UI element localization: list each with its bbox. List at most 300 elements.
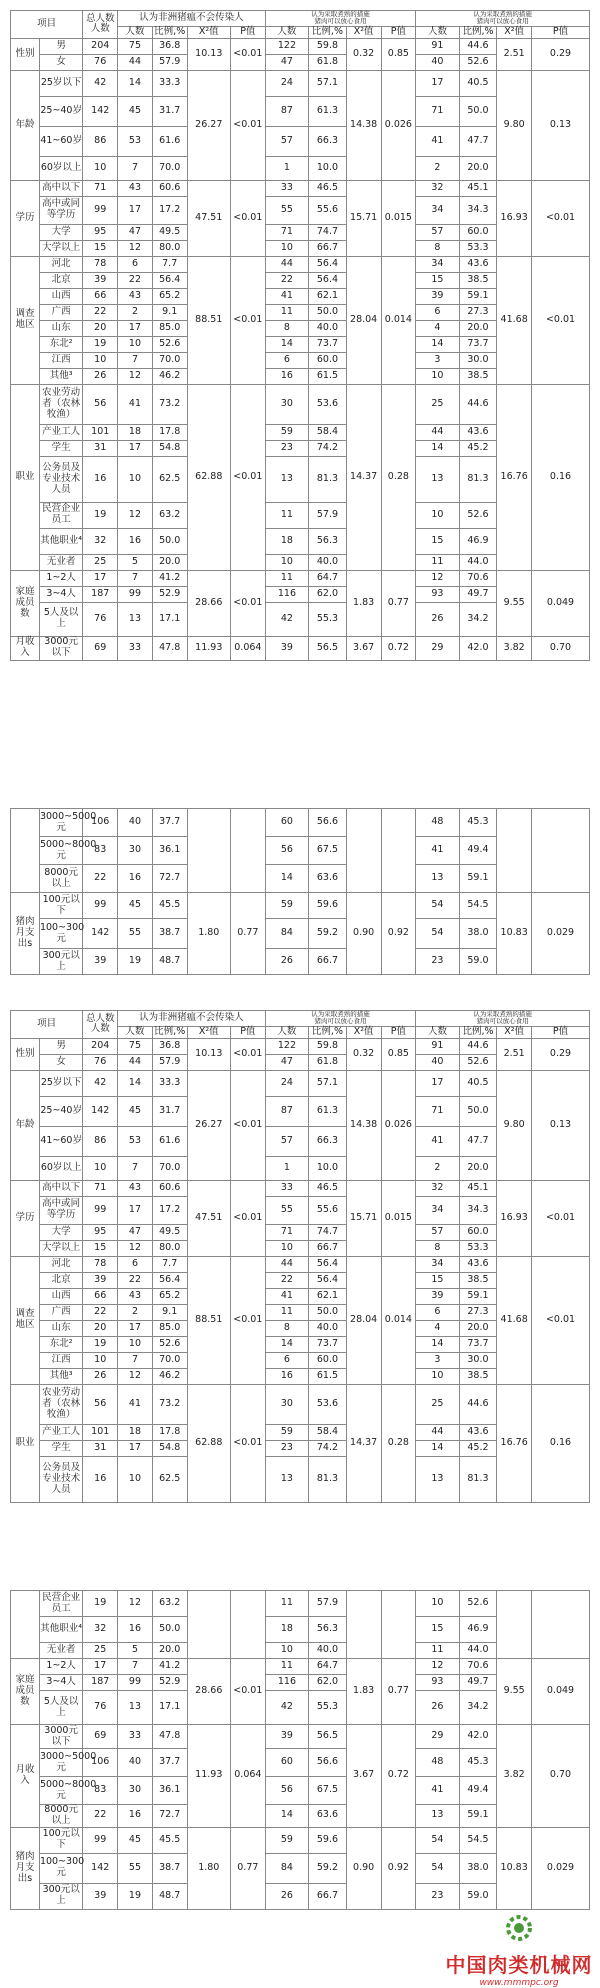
c1-count: 99 xyxy=(118,1675,153,1691)
c1-ratio: 70.0 xyxy=(152,1156,187,1180)
total-count: 83 xyxy=(83,1777,118,1805)
c3-ratio: 38.5 xyxy=(459,272,497,288)
c1-count: 7 xyxy=(118,1156,153,1180)
c2-count: 122 xyxy=(265,38,308,54)
c1-ratio: 37.7 xyxy=(152,1749,187,1777)
header-p: P值 xyxy=(381,26,416,38)
table-row xyxy=(11,1725,590,1749)
c2-ratio: 61.3 xyxy=(309,1096,347,1126)
c1-count: 53 xyxy=(118,126,153,156)
total-count: 142 xyxy=(83,96,118,126)
table-row xyxy=(11,1827,590,1853)
c3-count: 10 xyxy=(416,1591,459,1617)
c3-ratio: 45.2 xyxy=(459,1440,497,1456)
c3-ratio: 44.6 xyxy=(459,384,497,424)
row-label: 山西 xyxy=(39,1288,82,1304)
c2-ratio: 59.8 xyxy=(309,38,347,54)
c1-ratio: 49.5 xyxy=(152,224,187,240)
c3-ratio: 49.4 xyxy=(459,837,497,865)
c2-ratio: 62.0 xyxy=(309,586,347,602)
c2-count: 116 xyxy=(265,1675,308,1691)
total-count: 101 xyxy=(83,1424,118,1440)
c1-ratio: 52.6 xyxy=(152,336,187,352)
row-label: 1~2人 xyxy=(39,570,82,586)
c2-count: 16 xyxy=(265,1368,308,1384)
c1-ratio: 36.1 xyxy=(152,837,187,865)
row-label: 无业者 xyxy=(39,554,82,570)
c2-chi: 15.71 xyxy=(346,180,381,256)
c1-chi: 11.93 xyxy=(187,1725,230,1828)
c1-count: 18 xyxy=(118,1424,153,1440)
c2-p: 0.92 xyxy=(381,1827,416,1909)
c2-count: 41 xyxy=(265,1288,308,1304)
c1-ratio: 65.2 xyxy=(152,288,187,304)
header-item: 项目 xyxy=(11,1011,83,1039)
c1-count: 12 xyxy=(118,1240,153,1256)
total-count: 16 xyxy=(83,1456,118,1502)
c1-count: 7 xyxy=(118,1659,153,1675)
c3-ratio: 42.0 xyxy=(459,1725,497,1749)
c1-ratio: 50.0 xyxy=(152,528,187,554)
c2-ratio: 56.5 xyxy=(309,636,347,660)
total-count: 187 xyxy=(83,1675,118,1691)
total-count: 76 xyxy=(83,602,118,636)
c2-p: 0.015 xyxy=(381,1180,416,1256)
c2-count: 57 xyxy=(265,1126,308,1156)
c1-p-empty xyxy=(230,1591,265,1659)
c1-count: 16 xyxy=(118,1805,153,1828)
c1-p: <0.01 xyxy=(230,70,265,180)
group-label: 年龄 xyxy=(11,1070,40,1180)
c1-count: 17 xyxy=(118,320,153,336)
group-label-continued xyxy=(11,1591,40,1659)
table-row xyxy=(11,570,590,586)
c2-ratio: 40.0 xyxy=(309,554,347,570)
total-count: 95 xyxy=(83,1224,118,1240)
c3-p: 0.29 xyxy=(532,1038,590,1070)
c1-chi: 28.66 xyxy=(187,1659,230,1725)
c1-count: 12 xyxy=(118,368,153,384)
c1-count: 14 xyxy=(118,1070,153,1096)
c3-p: 0.70 xyxy=(532,636,590,660)
c3-ratio: 70.6 xyxy=(459,1659,497,1675)
c2-ratio: 66.7 xyxy=(309,1883,347,1909)
c3-p: 0.13 xyxy=(532,1070,590,1180)
row-label: 300元以上 xyxy=(39,949,82,975)
c3-count: 57 xyxy=(416,1224,459,1240)
row-label: 41~60岁 xyxy=(39,1126,82,1156)
header-chi: X²值 xyxy=(497,26,532,38)
c1-chi: 1.80 xyxy=(187,893,230,975)
total-count: 99 xyxy=(83,1827,118,1853)
c3-count: 10 xyxy=(416,368,459,384)
total-count: 42 xyxy=(83,70,118,96)
c1-ratio: 52.6 xyxy=(152,1336,187,1352)
c2-chi: 28.04 xyxy=(346,256,381,384)
c3-ratio: 30.0 xyxy=(459,352,497,368)
c3-count: 26 xyxy=(416,1691,459,1725)
c3-count: 41 xyxy=(416,1126,459,1156)
header-p: P值 xyxy=(532,26,590,38)
total-count: 69 xyxy=(83,636,118,660)
c2-ratio: 61.3 xyxy=(309,96,347,126)
c2-ratio: 50.0 xyxy=(309,304,347,320)
c3-chi-empty xyxy=(497,809,532,893)
c2-chi-empty xyxy=(346,1591,381,1659)
c2-ratio: 56.3 xyxy=(309,1617,347,1643)
c2-count: 11 xyxy=(265,1304,308,1320)
c2-ratio: 74.7 xyxy=(309,224,347,240)
c3-chi: 10.83 xyxy=(497,1827,532,1909)
c3-ratio: 38.5 xyxy=(459,1272,497,1288)
c3-chi: 16.93 xyxy=(497,180,532,256)
c3-count: 91 xyxy=(416,1038,459,1054)
total-count: 22 xyxy=(83,865,118,893)
c1-p-empty xyxy=(230,809,265,893)
total-count: 99 xyxy=(83,196,118,224)
c2-count: 60 xyxy=(265,809,308,837)
c1-ratio: 49.5 xyxy=(152,1224,187,1240)
total-count: 106 xyxy=(83,1749,118,1777)
c2-p: 0.72 xyxy=(381,1725,416,1828)
c3-count: 54 xyxy=(416,1853,459,1883)
c1-ratio: 52.9 xyxy=(152,586,187,602)
c2-p: 0.72 xyxy=(381,636,416,660)
c2-ratio: 46.5 xyxy=(309,1180,347,1196)
header-col1: 认为非洲猪瘟不会传染人 xyxy=(118,11,266,27)
c3-count: 41 xyxy=(416,1777,459,1805)
c1-ratio: 60.6 xyxy=(152,180,187,196)
total-count: 31 xyxy=(83,1440,118,1456)
c3-count: 10 xyxy=(416,1368,459,1384)
c3-count: 14 xyxy=(416,336,459,352)
header-chi: X²值 xyxy=(346,26,381,38)
c3-count: 13 xyxy=(416,865,459,893)
c1-ratio: 63.2 xyxy=(152,1591,187,1617)
row-label: 北京 xyxy=(39,1272,82,1288)
total-count: 56 xyxy=(83,384,118,424)
header-col2: 认为采取煮熟的措施 猪肉可以放心食用 xyxy=(265,1011,416,1027)
c1-ratio: 63.2 xyxy=(152,502,187,528)
stats-table xyxy=(10,10,590,661)
c1-count: 33 xyxy=(118,636,153,660)
c2-ratio: 56.4 xyxy=(309,256,347,272)
group-label: 学历 xyxy=(11,1180,40,1256)
c2-ratio: 50.0 xyxy=(309,1304,347,1320)
c2-count: 24 xyxy=(265,1070,308,1096)
c2-ratio: 74.2 xyxy=(309,440,347,456)
c2-count: 13 xyxy=(265,1456,308,1502)
c2-count: 42 xyxy=(265,1691,308,1725)
c3-ratio: 45.1 xyxy=(459,1180,497,1196)
c3-ratio: 59.0 xyxy=(459,949,497,975)
c3-count: 26 xyxy=(416,602,459,636)
c2-ratio: 56.4 xyxy=(309,272,347,288)
total-count: 25 xyxy=(83,1643,118,1659)
c1-chi: 28.66 xyxy=(187,570,230,636)
watermark-url: www.mmmpc.org xyxy=(479,1978,559,1988)
c2-count: 22 xyxy=(265,1272,308,1288)
row-label: 60岁以上 xyxy=(39,1156,82,1180)
c2-count: 1 xyxy=(265,156,308,180)
row-label: 25~40岁 xyxy=(39,96,82,126)
c2-ratio: 56.6 xyxy=(309,809,347,837)
c1-ratio: 57.9 xyxy=(152,54,187,70)
c1-ratio: 80.0 xyxy=(152,1240,187,1256)
row-label: 江西 xyxy=(39,352,82,368)
header-p: P值 xyxy=(230,1026,265,1038)
row-label: 女 xyxy=(39,54,82,70)
c1-count: 17 xyxy=(118,1196,153,1224)
c2-count: 11 xyxy=(265,1591,308,1617)
c2-ratio: 53.6 xyxy=(309,1384,347,1424)
c1-ratio: 57.9 xyxy=(152,1054,187,1070)
c2-ratio: 60.0 xyxy=(309,1352,347,1368)
c3-count: 29 xyxy=(416,636,459,660)
header-ratio: 比例,% xyxy=(154,1025,186,1037)
group-label: 月收入 xyxy=(11,636,40,660)
c2-chi: 15.71 xyxy=(346,1180,381,1256)
c2-ratio: 63.6 xyxy=(309,1805,347,1828)
c3-count: 39 xyxy=(416,288,459,304)
c1-count: 43 xyxy=(118,288,153,304)
c1-ratio: 85.0 xyxy=(152,320,187,336)
c1-chi: 10.13 xyxy=(187,38,230,70)
c3-count: 17 xyxy=(416,1070,459,1096)
c1-ratio: 41.2 xyxy=(152,570,187,586)
c1-count: 2 xyxy=(118,304,153,320)
c3-count: 10 xyxy=(416,502,459,528)
row-label: 东北² xyxy=(39,336,82,352)
c3-count: 91 xyxy=(416,38,459,54)
total-count: 101 xyxy=(83,424,118,440)
c2-count: 59 xyxy=(265,893,308,919)
header-ratio: 比例,% xyxy=(459,26,497,38)
c1-count: 45 xyxy=(118,96,153,126)
row-label: 高中以下 xyxy=(39,1180,82,1196)
c2-count: 26 xyxy=(265,1883,308,1909)
c3-count: 6 xyxy=(416,304,459,320)
c2-count: 87 xyxy=(265,96,308,126)
header-n: 人数 xyxy=(265,1026,308,1038)
group-label: 家庭成员数 xyxy=(11,1659,40,1725)
c3-chi: 10.83 xyxy=(497,893,532,975)
total-count: 42 xyxy=(83,1070,118,1096)
c3-count: 13 xyxy=(416,1805,459,1828)
total-count: 10 xyxy=(83,1156,118,1180)
c3-count: 6 xyxy=(416,1304,459,1320)
c3-ratio: 49.4 xyxy=(459,1777,497,1805)
c3-count: 54 xyxy=(416,893,459,919)
c3-count: 39 xyxy=(416,1288,459,1304)
c2-ratio: 59.6 xyxy=(309,893,347,919)
header-n: 人数 xyxy=(416,26,459,38)
c2-count: 14 xyxy=(265,336,308,352)
c1-count: 10 xyxy=(118,456,153,502)
c3-count: 93 xyxy=(416,1675,459,1691)
c1-count: 16 xyxy=(118,865,153,893)
c2-ratio: 55.6 xyxy=(309,1196,347,1224)
c3-p: 0.029 xyxy=(532,1827,590,1909)
header-col3: 认为采取煮熟的措施 猪肉可以放心食用 xyxy=(416,11,590,27)
total-count: 15 xyxy=(83,240,118,256)
c2-count: 23 xyxy=(265,440,308,456)
c2-count: 11 xyxy=(265,502,308,528)
c1-ratio: 41.2 xyxy=(152,1659,187,1675)
c1-chi: 62.88 xyxy=(187,384,230,570)
c2-p: 0.015 xyxy=(381,180,416,256)
c2-p: 0.014 xyxy=(381,1256,416,1384)
c2-ratio: 62.1 xyxy=(309,1288,347,1304)
header-p: P值 xyxy=(381,1026,416,1038)
c2-ratio: 66.3 xyxy=(309,126,347,156)
c2-ratio: 58.4 xyxy=(309,424,347,440)
c3-ratio: 45.3 xyxy=(459,809,497,837)
group-label: 年龄 xyxy=(11,70,40,180)
c3-ratio: 60.0 xyxy=(459,224,497,240)
c3-count: 32 xyxy=(416,180,459,196)
c2-p-empty xyxy=(381,809,416,893)
c2-p: 0.28 xyxy=(381,384,416,570)
table-row xyxy=(11,1591,590,1617)
row-label: 5人及以上 xyxy=(39,1691,82,1725)
c3-ratio: 50.0 xyxy=(459,96,497,126)
c1-ratio: 85.0 xyxy=(152,1320,187,1336)
group-label: 调查地区 xyxy=(11,256,40,384)
c3-ratio: 20.0 xyxy=(459,156,497,180)
c2-chi: 28.04 xyxy=(346,1256,381,1384)
c3-chi: 9.80 xyxy=(497,70,532,180)
c1-count: 16 xyxy=(118,528,153,554)
c3-ratio: 34.2 xyxy=(459,602,497,636)
c1-count: 17 xyxy=(118,196,153,224)
c3-ratio: 52.6 xyxy=(459,1054,497,1070)
c2-chi: 3.67 xyxy=(346,1725,381,1828)
c1-ratio: 61.6 xyxy=(152,126,187,156)
c3-count: 29 xyxy=(416,1725,459,1749)
c3-ratio: 44.0 xyxy=(459,554,497,570)
row-label: 3~4人 xyxy=(39,1675,82,1691)
total-count: 204 xyxy=(83,1038,118,1054)
c1-ratio: 56.4 xyxy=(152,272,187,288)
c2-count: 14 xyxy=(265,865,308,893)
c2-count: 122 xyxy=(265,1038,308,1054)
c1-ratio: 17.2 xyxy=(152,196,187,224)
c3-count: 2 xyxy=(416,1156,459,1180)
c3-count: 11 xyxy=(416,1643,459,1659)
c1-p: <0.01 xyxy=(230,1384,265,1502)
c1-p: <0.01 xyxy=(230,1659,265,1725)
c2-ratio: 61.8 xyxy=(309,54,347,70)
c1-p: 0.77 xyxy=(230,893,265,975)
c3-ratio: 53.3 xyxy=(459,240,497,256)
c2-p: 0.77 xyxy=(381,570,416,636)
c2-count: 71 xyxy=(265,1224,308,1240)
total-count: 19 xyxy=(83,1336,118,1352)
c2-count: 13 xyxy=(265,456,308,502)
c3-count: 23 xyxy=(416,949,459,975)
c3-ratio: 45.1 xyxy=(459,180,497,196)
c3-count: 2 xyxy=(416,156,459,180)
c3-ratio: 53.3 xyxy=(459,1240,497,1256)
c1-count: 7 xyxy=(118,1352,153,1368)
row-label: 大学以上 xyxy=(39,1240,82,1256)
c2-ratio: 55.3 xyxy=(309,602,347,636)
total-count: 187 xyxy=(83,586,118,602)
c1-p: <0.01 xyxy=(230,180,265,256)
c2-ratio: 61.8 xyxy=(309,1054,347,1070)
c3-ratio: 34.3 xyxy=(459,196,497,224)
row-label: 8000元以上 xyxy=(39,865,82,893)
c3-ratio: 43.6 xyxy=(459,1424,497,1440)
c2-count: 23 xyxy=(265,1440,308,1456)
c1-ratio: 36.8 xyxy=(152,1038,187,1054)
c1-count: 47 xyxy=(118,224,153,240)
c1-ratio: 17.1 xyxy=(152,1691,187,1725)
c1-count: 47 xyxy=(118,1224,153,1240)
stats-table xyxy=(10,1010,590,1503)
c1-count: 43 xyxy=(118,1288,153,1304)
c1-ratio: 56.4 xyxy=(152,1272,187,1288)
c1-count: 12 xyxy=(118,1368,153,1384)
c2-count: 24 xyxy=(265,70,308,96)
c2-count: 41 xyxy=(265,288,308,304)
c1-ratio: 47.8 xyxy=(152,1725,187,1749)
table-row xyxy=(11,256,590,272)
stats-table xyxy=(10,1590,590,1910)
row-label: 41~60岁 xyxy=(39,126,82,156)
header-row xyxy=(11,11,590,27)
c1-ratio: 73.2 xyxy=(152,384,187,424)
row-label: 100~300元 xyxy=(39,1853,82,1883)
table-row xyxy=(11,384,590,424)
c1-p: <0.01 xyxy=(230,256,265,384)
c2-ratio: 66.7 xyxy=(309,1240,347,1256)
table-row xyxy=(11,1180,590,1196)
c3-chi: 3.82 xyxy=(497,636,532,660)
c1-count: 18 xyxy=(118,424,153,440)
c2-ratio: 62.0 xyxy=(309,1675,347,1691)
row-label: 广西 xyxy=(39,1304,82,1320)
c2-ratio: 56.6 xyxy=(309,1749,347,1777)
header-n: 人数 xyxy=(118,1026,153,1038)
c1-p: <0.01 xyxy=(230,570,265,636)
c3-p: 0.16 xyxy=(532,384,590,570)
c1-count: 16 xyxy=(118,1617,153,1643)
c3-ratio: 59.0 xyxy=(459,1883,497,1909)
c2-ratio: 59.2 xyxy=(309,919,347,949)
c3-count: 41 xyxy=(416,126,459,156)
total-count: 19 xyxy=(83,1591,118,1617)
c1-ratio: 46.2 xyxy=(152,368,187,384)
c2-ratio: 56.4 xyxy=(309,1256,347,1272)
c3-count: 23 xyxy=(416,1883,459,1909)
c1-count: 2 xyxy=(118,1304,153,1320)
c2-ratio: 73.7 xyxy=(309,1336,347,1352)
c2-count: 14 xyxy=(265,1805,308,1828)
c2-ratio: 40.0 xyxy=(309,1320,347,1336)
row-label: 1~2人 xyxy=(39,1659,82,1675)
c3-count: 4 xyxy=(416,320,459,336)
total-count: 142 xyxy=(83,919,118,949)
c1-ratio: 47.8 xyxy=(152,636,187,660)
c3-ratio: 49.7 xyxy=(459,586,497,602)
c3-chi: 41.68 xyxy=(497,256,532,384)
row-label: 河北 xyxy=(39,256,82,272)
c3-count: 34 xyxy=(416,1196,459,1224)
total-count: 10 xyxy=(83,156,118,180)
c1-ratio: 50.0 xyxy=(152,1617,187,1643)
